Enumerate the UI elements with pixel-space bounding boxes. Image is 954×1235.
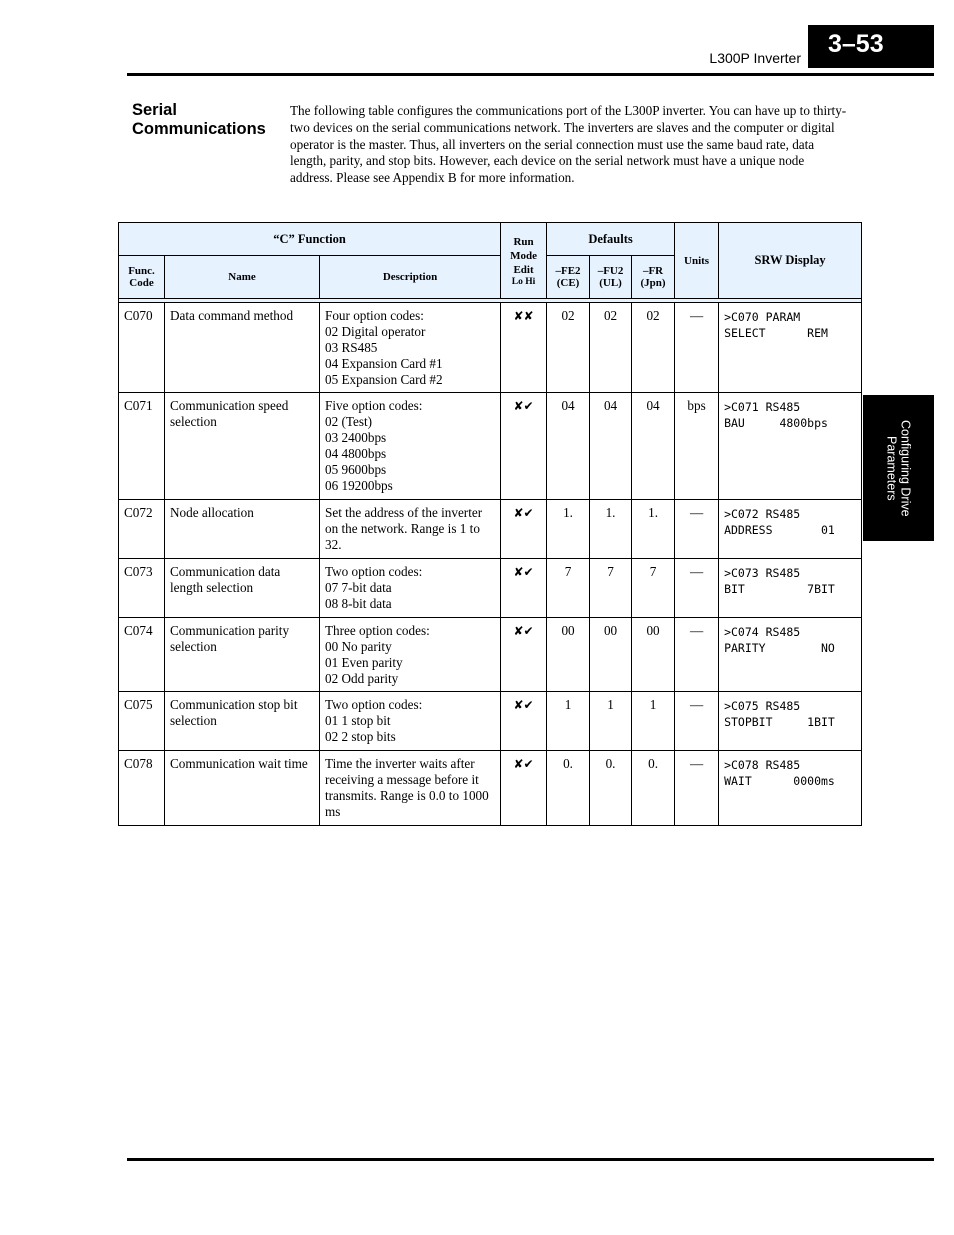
default-fr-cell: 04 — [632, 393, 675, 500]
func-code-cell: C075 — [119, 692, 165, 751]
default-fr-cell: 1. — [632, 500, 675, 559]
description-line: Two option codes: — [325, 564, 423, 579]
name-cell: Node allocation — [165, 500, 320, 559]
default-fu2-cell: 02 — [590, 303, 632, 393]
default-fr-cell: 7 — [632, 559, 675, 618]
parameter-table — [118, 222, 862, 826]
header-lo-hi: Lo Hi — [511, 276, 536, 287]
units-cell: — — [675, 303, 719, 393]
name-cell: Communication data length selection — [165, 559, 320, 618]
default-fe2-cell: 04 — [547, 393, 590, 500]
description-cell — [320, 393, 501, 500]
description-line: 05 Expansion Card #2 — [325, 372, 443, 387]
table-row — [119, 692, 862, 751]
chapter-side-tab[interactable]: Configuring Drive Parameters — [863, 395, 934, 541]
bottom-rule — [127, 1158, 934, 1161]
name-cell: Data command method — [165, 303, 320, 393]
name-cell: Communication parity selection — [165, 618, 320, 692]
default-fr-cell: 02 — [632, 303, 675, 393]
section-title-line1: Serial — [132, 101, 177, 119]
description-cell — [320, 500, 501, 559]
units-cell: bps — [675, 393, 719, 500]
description-cell — [320, 559, 501, 618]
table-row — [119, 500, 862, 559]
header-fe2: –FE2 (CE) — [547, 256, 590, 299]
description-cell — [320, 692, 501, 751]
description-cell — [320, 618, 501, 692]
run-mode-edit-cell: ✘✔ — [501, 692, 547, 751]
units-cell: — — [675, 618, 719, 692]
table-row — [119, 751, 862, 826]
default-fe2-cell: 1 — [547, 692, 590, 751]
header-fu2: –FU2 (UL) — [590, 256, 632, 299]
name-cell: Communication stop bit selection — [165, 692, 320, 751]
description-line: 04 Expansion Card #1 — [325, 356, 443, 371]
parameter-rows — [119, 303, 862, 826]
default-fe2-cell: 0. — [547, 751, 590, 826]
description-line: 00 No parity — [325, 639, 392, 654]
description-line: Time the inverter waits after receiving a message before it transmits. Range is 0.0 to 1000 ms — [325, 756, 489, 819]
default-fu2-cell: 0. — [590, 751, 632, 826]
description-cell — [320, 751, 501, 826]
default-fu2-cell: 7 — [590, 559, 632, 618]
description-line: 02 2 stop bits — [325, 729, 396, 744]
table-row — [119, 618, 862, 692]
name-cell: Communication wait time — [165, 751, 320, 826]
srw-display-cell: >C078 RS485 WAIT 0000ms — [719, 751, 862, 826]
header-defaults: Defaults — [547, 223, 675, 256]
run-mode-edit-cell: ✘✔ — [501, 559, 547, 618]
func-code-cell: C072 — [119, 500, 165, 559]
description-line: 07 7-bit data — [325, 580, 392, 595]
header-function-group: “C” Function — [119, 223, 501, 256]
table-row — [119, 559, 862, 618]
header-srw-display: SRW Display — [719, 223, 862, 299]
default-fe2-cell: 00 — [547, 618, 590, 692]
page-number-badge: 3–53 — [808, 25, 934, 68]
default-fe2-cell: 02 — [547, 303, 590, 393]
description-line: 02 Odd parity — [325, 671, 399, 686]
section-title-line2: Communications — [132, 120, 266, 138]
default-fe2-cell: 7 — [547, 559, 590, 618]
description-line: 05 9600bps — [325, 462, 387, 477]
header-name: Name — [165, 256, 320, 299]
description-line: 04 4800bps — [325, 446, 387, 461]
table-row — [119, 393, 862, 500]
run-mode-edit-cell: ✘✔ — [501, 393, 547, 500]
units-cell: — — [675, 692, 719, 751]
header-func-code: Func. Code — [119, 256, 165, 299]
func-code-cell: C071 — [119, 393, 165, 500]
run-mode-edit-cell: ✘✔ — [501, 500, 547, 559]
header-run-mode-label: Run Mode Edit — [510, 235, 537, 276]
default-fr-cell: 1 — [632, 692, 675, 751]
description-line: 03 2400bps — [325, 430, 387, 445]
description-line: 06 19200bps — [325, 478, 393, 493]
func-code-cell: C074 — [119, 618, 165, 692]
description-line: 01 1 stop bit — [325, 713, 391, 728]
header-units: Units — [675, 223, 719, 299]
description-line: 03 RS485 — [325, 340, 378, 355]
srw-display-cell: >C074 RS485 PARITY NO — [719, 618, 862, 692]
header-run-mode-edit — [501, 223, 547, 299]
description-line: Four option codes: — [325, 308, 424, 323]
run-mode-edit-cell: ✘✔ — [501, 751, 547, 826]
default-fu2-cell: 00 — [590, 618, 632, 692]
description-line: 08 8-bit data — [325, 596, 392, 611]
section-title — [132, 101, 266, 139]
header-description: Description — [320, 256, 501, 299]
default-fu2-cell: 04 — [590, 393, 632, 500]
top-rule — [127, 73, 934, 76]
header-fr: –FR (Jpn) — [632, 256, 675, 299]
table-row — [119, 303, 862, 393]
func-code-cell: C073 — [119, 559, 165, 618]
default-fu2-cell: 1. — [590, 500, 632, 559]
description-cell — [320, 303, 501, 393]
srw-display-cell: >C072 RS485 ADDRESS 01 — [719, 500, 862, 559]
description-line: 02 Digital operator — [325, 324, 426, 339]
func-code-cell: C070 — [119, 303, 165, 393]
description-line: Three option codes: — [325, 623, 430, 638]
description-line: 01 Even parity — [325, 655, 403, 670]
intro-paragraph: The following table configures the communications port of the L300P inverter. You can have up to thirty-two devices on the serial communications network. The inverters are slaves and the computer or digital operator is the master. Thus, all inverters on the serial connection must use the same baud rate, data length, parity, and stop bits. However, each device on the serial network must have a unique node address. Please see Appendix B for more information. — [290, 103, 847, 186]
description-line: 02 (Test) — [325, 414, 373, 429]
header-product-name: L300P Inverter — [709, 50, 801, 66]
srw-display-cell: >C075 RS485 STOPBIT 1BIT — [719, 692, 862, 751]
default-fr-cell: 0. — [632, 751, 675, 826]
run-mode-edit-cell: ✘✔ — [501, 618, 547, 692]
func-code-cell: C078 — [119, 751, 165, 826]
description-line: Five option codes: — [325, 398, 423, 413]
srw-display-cell: >C071 RS485 BAU 4800bps — [719, 393, 862, 500]
name-cell: Communication speed selection — [165, 393, 320, 500]
default-fu2-cell: 1 — [590, 692, 632, 751]
srw-display-cell: >C073 RS485 BIT 7BIT — [719, 559, 862, 618]
description-line: Set the address of the inverter on the network. Range is 1 to 32. — [325, 505, 483, 552]
units-cell: — — [675, 500, 719, 559]
srw-display-cell: >C070 PARAM SELECT REM — [719, 303, 862, 393]
run-mode-edit-cell: ✘✘ — [501, 303, 547, 393]
units-cell: — — [675, 559, 719, 618]
default-fe2-cell: 1. — [547, 500, 590, 559]
default-fr-cell: 00 — [632, 618, 675, 692]
units-cell: — — [675, 751, 719, 826]
description-line: Two option codes: — [325, 697, 423, 712]
